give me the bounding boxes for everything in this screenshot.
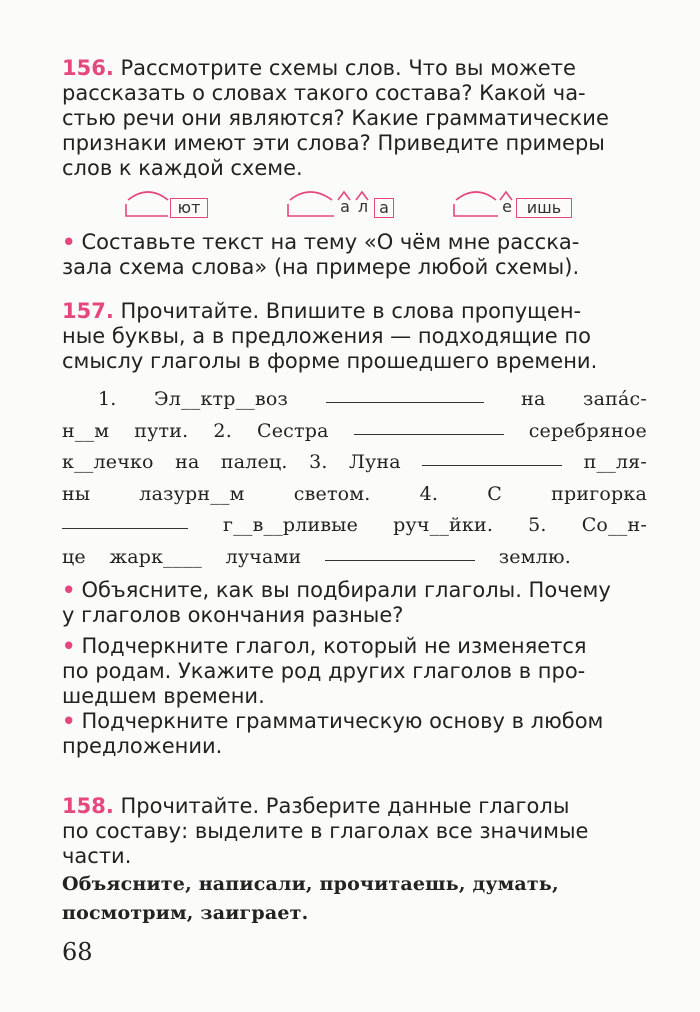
answer-blank[interactable] [422,447,562,466]
ex-line-4: ны лазурн__м светом. 4. С пригорка [62,482,647,505]
answer-blank[interactable] [326,384,484,403]
ex156-line-5: слов к каждой схеме. [62,156,303,180]
ex157-tasks: • Объясните, как вы подбирали глаголы. Почему у глаголов окончания разные? • Подчеркните глагол, который не изменяется по родам. Укажите род других глаголов в про- шедшем времени. • Подчеркните грамматическую основу в любом предложении. [62,578,611,758]
ex-line-5: г__в__рливые руч__йки. 5. Со__н- [62,510,647,542]
answer-blank[interactable] [354,416,504,435]
ending-box: ют [170,198,208,218]
bullet-icon: • [62,634,76,658]
word-scheme-3 [452,186,576,226]
answer-blank[interactable] [62,510,188,529]
word-scheme-1 [122,186,212,226]
ex158-number: 158. [62,794,114,818]
ex156-line-2: рассказать о словах такого состава? Какой ча- [62,81,586,105]
exercise-157: 157. Прочитайте. Впишите в слова пропущен- ные буквы, а в предложения — подходящие по смыслу глаголы в форме прошедшего времени. [62,299,598,373]
ex-line-1: 1. Эл__ктр__воз на запа́с- [62,384,647,416]
suffix-letter-a: а [340,197,350,216]
bullet-icon: • [62,709,76,733]
bullet-icon: • [62,578,76,602]
ex156-line-1: 156. Рассмотрите схемы слов. Что вы можете [62,56,576,80]
ex-line-3: к__лечко на палец. 3. Луна п__ля- [62,447,647,479]
exercise-158: 158. Прочитайте. Разберите данные глаголы по составу: выделите в глаголах все значимые части. [62,794,589,868]
ending-box-ish: ишь [516,198,572,218]
ending-box-a: а [374,198,394,218]
exercise-156 [62,56,647,181]
ex156-task: • Составьте текст на тему «О чём мне расска- зала схема слова» (на примере любой схемы). [62,230,580,279]
answer-blank[interactable] [325,542,475,561]
ex156-line-3: стью речи они являются? Какие грамматические [62,106,609,130]
ex-line-2: н__м пути. 2. Сестра серебряное [62,416,647,448]
bullet-icon: • [62,230,76,254]
suffix-letter-e: е [502,197,512,216]
ex157-sentences [62,384,647,573]
page-number: 68 [62,938,93,966]
ex157-number: 157. [62,299,114,323]
ex-line-6: це жарк____ лучами землю. [62,542,647,574]
ex156-line-4: признаки имеют эти слова? Приведите примеры [62,131,605,155]
ex156-number: 156. [62,56,114,80]
suffix-letter-l: л [357,197,369,216]
ex158-words: Объясните, написали, прочитаешь, думать, посмотрим, заиграет. [62,873,559,924]
word-scheme-2 [286,186,398,226]
